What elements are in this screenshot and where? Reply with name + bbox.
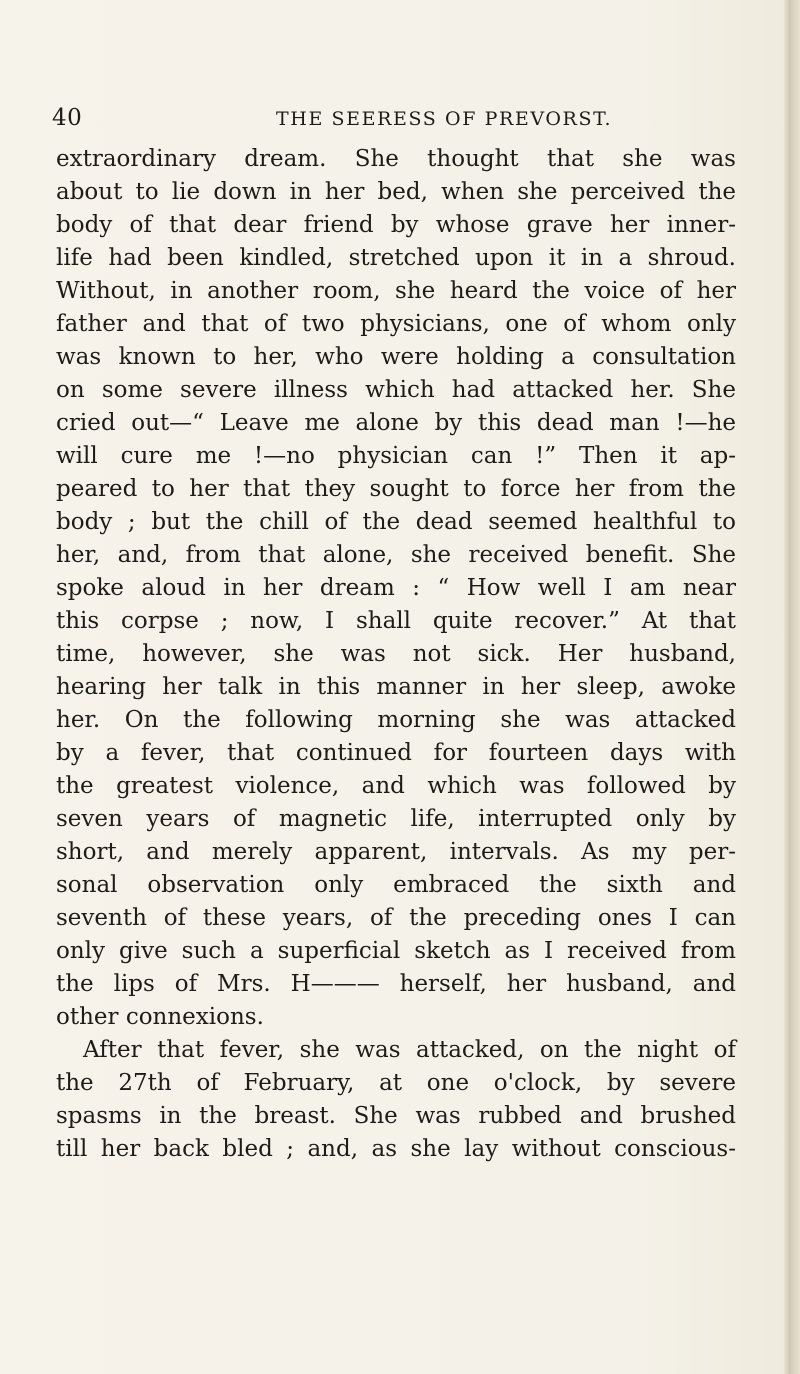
text-line: the 27th of February, at one o'clock, by severe <box>56 1070 736 1096</box>
text-line: her, and, from that alone, she received benefit. She <box>56 542 736 568</box>
text-line: peared to her that they sought to force her from the <box>56 476 736 502</box>
text-line: other connexions. <box>56 1004 264 1030</box>
text-line: life had been kindled, stretched upon it in a shroud. <box>56 245 736 271</box>
text-line: body of that dear friend by whose grave her inner- <box>56 212 736 238</box>
text-line: till her back bled ; and, as she lay without conscious- <box>56 1136 736 1162</box>
text-line: short, and merely apparent, intervals. As my per- <box>56 839 736 865</box>
text-line: the lips of Mrs. H——— herself, her husband, and <box>56 971 736 997</box>
text-line: her. On the following morning she was attacked <box>56 707 736 733</box>
text-line: spoke aloud in her dream : “ How well I am near <box>56 575 736 601</box>
body-text <box>56 143 736 1166</box>
text-line: about to lie down in her bed, when she perceived the <box>56 179 736 205</box>
text-line: sonal observation only embraced the sixth and <box>56 872 736 898</box>
running-head <box>52 105 622 139</box>
text-line: Without, in another room, she heard the voice of her <box>56 278 736 304</box>
page-edge-shadow <box>784 0 800 1374</box>
text-line: time, however, she was not sick. Her husband, <box>56 641 736 667</box>
text-line: will cure me !—no physician can !” Then it ap- <box>56 443 736 469</box>
page-number: 40 <box>52 105 83 131</box>
text-line: on some severe illness which had attacked her. She <box>56 377 736 403</box>
text-line: spasms in the breast. She was rubbed and brushed <box>56 1103 736 1129</box>
text-line: body ; but the chill of the dead seemed healthful to <box>56 509 736 535</box>
text-line: seventh of these years, of the preceding ones I can <box>56 905 736 931</box>
text-line: cried out—“ Leave me alone by this dead man !—he <box>56 410 736 436</box>
text-line: extraordinary dream. She thought that she was <box>56 146 736 172</box>
running-title: THE SEERESS OF PREVORST. <box>276 108 613 130</box>
text-line: by a fever, that continued for fourteen days with <box>56 740 736 766</box>
text-line: father and that of two physicians, one of whom only <box>56 311 736 337</box>
text-line: only give such a superficial sketch as I received from <box>56 938 736 964</box>
text-line: seven years of magnetic life, interrupted only by <box>56 806 736 832</box>
text-line: After that fever, she was attacked, on the night of <box>83 1037 736 1063</box>
text-line: this corpse ; now, I shall quite recover.” At that <box>56 608 736 634</box>
text-line: was known to her, who were holding a consultation <box>56 344 736 370</box>
text-line: the greatest violence, and which was followed by <box>56 773 736 799</box>
text-line: hearing her talk in this manner in her sleep, awoke <box>56 674 736 700</box>
